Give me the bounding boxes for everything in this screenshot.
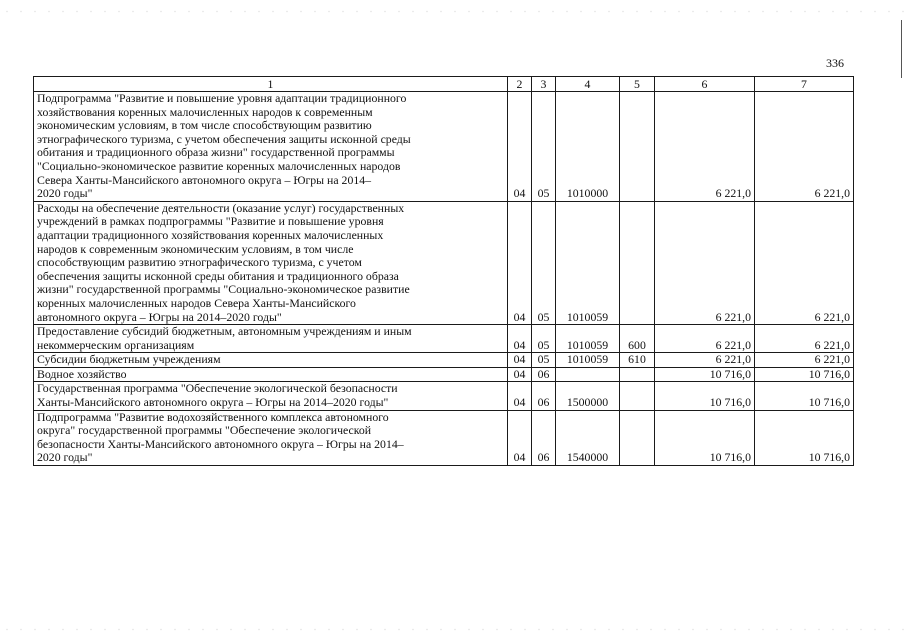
row-name xyxy=(34,201,508,324)
row-sum-2: 10 716,0 xyxy=(755,367,854,382)
header-col-5: 5 xyxy=(620,77,655,92)
row-name-line: 2020 годы" xyxy=(37,450,93,465)
row-pr: 05 xyxy=(532,325,556,353)
header-col-2: 2 xyxy=(508,77,532,92)
row-name-line: жизни" государственной программы "Социально-экономическое развитие xyxy=(37,282,410,297)
row-name xyxy=(34,410,508,465)
row-pr: 06 xyxy=(532,367,556,382)
row-vr xyxy=(620,367,655,382)
row-pr: 05 xyxy=(532,353,556,368)
row-name-line: Водное хозяйство xyxy=(37,366,127,381)
table-row xyxy=(34,201,854,324)
row-sum-1: 6 221,0 xyxy=(655,201,755,324)
row-name-line: коренных малочисленных народов Севера Ханты-Мансийского xyxy=(37,295,356,310)
row-csr: 1010059 xyxy=(556,325,620,353)
scan-noise-bottom xyxy=(0,628,905,631)
row-csr: 1500000 xyxy=(556,382,620,410)
table-row xyxy=(34,92,854,202)
row-pr: 05 xyxy=(532,92,556,202)
row-vr: 600 xyxy=(620,325,655,353)
row-name-line: автономного округа – Югры на 2014–2020 годы" xyxy=(37,309,282,324)
row-pr: 06 xyxy=(532,382,556,410)
row-sum-1: 6 221,0 xyxy=(655,325,755,353)
row-vr xyxy=(620,382,655,410)
row-name-line: адаптации традиционного хозяйствования коренных малочисленных xyxy=(37,227,384,242)
row-sum-2: 6 221,0 xyxy=(755,325,854,353)
row-name-line: этнографического туризма, с учетом обеспечения защиты исконной среды xyxy=(37,131,411,146)
row-pr: 05 xyxy=(532,201,556,324)
row-name-line: некоммерческим организациям xyxy=(37,337,195,352)
row-name-line: Ханты-Мансийского автономного округа – Югры на 2014–2020 годы" xyxy=(37,395,389,410)
row-rz: 04 xyxy=(508,201,532,324)
row-name-line: Подпрограмма "Развитие водохозяйственного комплекса автономного xyxy=(37,409,389,424)
row-name-line: Предоставление субсидий бюджетным, автономным учреждениям и иным xyxy=(37,324,412,339)
row-name-line: Расходы на обеспечение деятельности (оказание услуг) государственных xyxy=(37,200,405,215)
row-csr: 1010059 xyxy=(556,353,620,368)
row-name xyxy=(34,382,508,410)
row-name-line: обитания и традиционного образа жизни" государственной программы xyxy=(37,145,395,160)
row-vr xyxy=(620,410,655,465)
row-sum-2: 6 221,0 xyxy=(755,353,854,368)
row-rz: 04 xyxy=(508,92,532,202)
row-sum-2: 6 221,0 xyxy=(755,201,854,324)
row-name xyxy=(34,367,508,382)
header-col-7: 7 xyxy=(755,77,854,92)
row-name-line: экономическим условиям, в том числе способствующим развитию xyxy=(37,118,372,133)
header-col-1: 1 xyxy=(34,77,508,92)
row-name-line: обеспечения защиты исконной среды обитания и традиционного образа xyxy=(37,268,399,283)
row-sum-2: 10 716,0 xyxy=(755,410,854,465)
row-sum-1: 10 716,0 xyxy=(655,382,755,410)
row-name xyxy=(34,92,508,202)
row-name-line: безопасности Ханты-Мансийского автономного округа – Югры на 2014– xyxy=(37,436,404,451)
row-csr: 1540000 xyxy=(556,410,620,465)
row-name-line: Севера Ханты-Мансийского автономного округа – Югры на 2014– xyxy=(37,172,372,187)
row-name-line: народов к современным экономическим условиям, в том числе xyxy=(37,241,354,256)
row-sum-1: 6 221,0 xyxy=(655,92,755,202)
row-name-line: хозяйствования коренных малочисленных народов к современным xyxy=(37,104,373,119)
row-name-line: "Социально-экономическое развитие коренных малочисленных народов xyxy=(37,158,401,173)
page-number: 336 xyxy=(826,56,844,70)
row-csr: 1010059 xyxy=(556,201,620,324)
row-name-line: учреждений в рамках подпрограммы "Развитие и повышение уровня xyxy=(37,214,384,229)
row-name xyxy=(34,325,508,353)
row-rz: 04 xyxy=(508,353,532,368)
row-name-line: Подпрограмма "Развитие и повышение уровня адаптации традиционного xyxy=(37,91,407,105)
row-rz: 04 xyxy=(508,410,532,465)
row-name-line: способствующим развитию этнографического туризма, с учетом xyxy=(37,255,362,270)
row-rz: 04 xyxy=(508,367,532,382)
row-pr: 06 xyxy=(532,410,556,465)
header-col-4: 4 xyxy=(556,77,620,92)
table-row xyxy=(34,382,854,410)
row-rz: 04 xyxy=(508,382,532,410)
table-row xyxy=(34,410,854,465)
row-csr: 1010000 xyxy=(556,92,620,202)
table-row xyxy=(34,353,854,368)
row-sum-1: 10 716,0 xyxy=(655,410,755,465)
row-name xyxy=(34,353,508,368)
row-sum-2: 10 716,0 xyxy=(755,382,854,410)
header-row xyxy=(34,77,854,92)
header-col-6: 6 xyxy=(655,77,755,92)
header-col-3: 3 xyxy=(532,77,556,92)
row-name-line: округа" государственной программы "Обеспечение экологической xyxy=(37,423,372,438)
table-row xyxy=(34,325,854,353)
row-csr xyxy=(556,367,620,382)
scan-edge-mark xyxy=(901,20,902,78)
row-name-line: Субсидии бюджетным учреждениям xyxy=(37,352,221,367)
row-sum-1: 10 716,0 xyxy=(655,367,755,382)
table-row xyxy=(34,367,854,382)
row-rz: 04 xyxy=(508,325,532,353)
row-vr xyxy=(620,92,655,202)
row-name-line: 2020 годы" xyxy=(37,186,93,201)
row-sum-2: 6 221,0 xyxy=(755,92,854,202)
scan-noise-top xyxy=(0,10,905,13)
budget-table xyxy=(33,76,854,466)
row-vr: 610 xyxy=(620,353,655,368)
row-vr xyxy=(620,201,655,324)
row-name-line: Государственная программа "Обеспечение экологической безопасности xyxy=(37,381,398,396)
row-sum-1: 6 221,0 xyxy=(655,353,755,368)
